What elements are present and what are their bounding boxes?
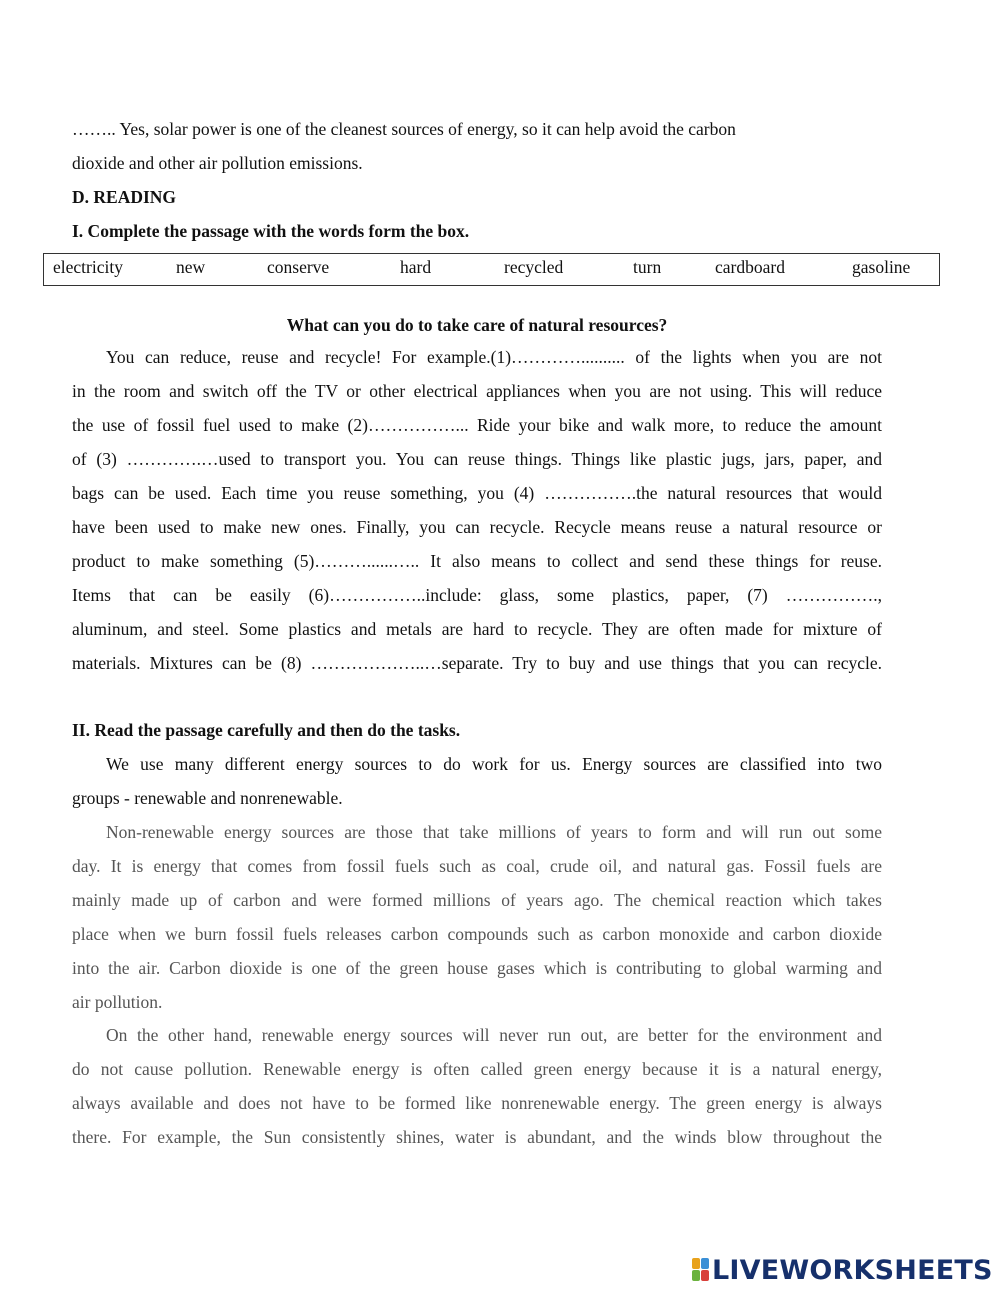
reading-line: place when we burn fossil fuels releases carbon compounds such as carbon monoxide and carbon dioxide [72, 924, 882, 944]
reading-line: mainly made up of carbon and were formed millions of years ago. The chemical reaction which takes [72, 890, 882, 910]
word-box-item: recycled [504, 257, 564, 277]
reading-line: into the air. Carbon dioxide is one of the green house gases which is contributing to global warming and [72, 958, 882, 978]
intro-line-1: …….. Yes, solar power is one of the cleanest sources of energy, so it can help avoid the carbon [72, 119, 736, 139]
passage-line: materials. Mixtures can be (8) ………………..…separate. Try to buy and use things that you can recycle. [72, 653, 882, 673]
section-heading: D. READING [72, 187, 177, 207]
part1-instruction: I. Complete the passage with the words form the box. [72, 221, 470, 241]
logo-square [692, 1270, 700, 1281]
passage-line: aluminum, and steel. Some plastics and metals are hard to recycle. They are often made for mixture of [72, 619, 882, 639]
reading-line: air pollution. [72, 992, 163, 1012]
logo-square [692, 1258, 700, 1269]
part2-instruction: II. Read the passage carefully and then do the tasks. [72, 720, 461, 740]
word-box-item: hard [400, 257, 432, 277]
reading-line: Non-renewable energy sources are those that take millions of years to form and will run out some [106, 822, 882, 842]
word-box-item: cardboard [715, 257, 785, 277]
intro-line-2: dioxide and other air pollution emissions. [72, 153, 363, 173]
logo-text: LIVEWORKSHEETS [712, 1254, 993, 1286]
reading-line: always available and does not have to be formed like nonrenewable energy. The green energy is always [72, 1093, 882, 1113]
reading-line: groups - renewable and nonrenewable. [72, 788, 343, 808]
word-box [43, 253, 940, 286]
reading-line: day. It is energy that comes from fossil fuels such as coal, crude oil, and natural gas. Fossil fuels are [72, 856, 882, 876]
passage-line: bags can be used. Each time you reuse something, you (4) …………….the natural resources that would [72, 483, 882, 503]
reading-line: do not cause pollution. Renewable energy is often called green energy because it is a natural energy, [72, 1059, 882, 1079]
logo-square [701, 1258, 709, 1269]
passage-line: product to make something (5)………......….. It also means to collect and send these things for reuse. [72, 551, 882, 571]
reading-line: there. For example, the Sun consistently shines, water is abundant, and the winds blow throughout the [72, 1127, 882, 1147]
passage-line: You can reduce, reuse and recycle! For example.(1)………….......... of the lights when you are not [106, 347, 882, 367]
word-box-item: gasoline [852, 257, 911, 277]
passage-line: of (3) ………….…used to transport you. You can reuse things. Things like plastic jugs, jars, paper, and [72, 449, 882, 469]
passage-title: What can you do to take care of natural resources? [286, 315, 668, 335]
liveworksheets-logo [692, 1255, 993, 1285]
logo-square [701, 1270, 709, 1281]
passage-line: in the room and switch off the TV or other electrical appliances when you are not using. This will reduce [72, 381, 882, 401]
passage-line: Items that can be easily (6)……………..include: glass, some plastics, paper, (7) ……………., [72, 585, 882, 605]
logo-mark-icon [692, 1258, 709, 1282]
passage-line: have been used to make new ones. Finally, you can recycle. Recycle means reuse a natural resource or [72, 517, 882, 537]
reading-line: On the other hand, renewable energy sources will never run out, are better for the environment and [106, 1025, 882, 1045]
passage-line: the use of fossil fuel used to make (2)……………... Ride your bike and walk more, to reduce the amount [72, 415, 882, 435]
word-box-item: new [176, 257, 206, 277]
word-box-item: turn [633, 257, 662, 277]
word-box-item: electricity [53, 257, 123, 277]
word-box-item: conserve [267, 257, 330, 277]
reading-line: We use many different energy sources to do work for us. Energy sources are classified into two [106, 754, 882, 774]
